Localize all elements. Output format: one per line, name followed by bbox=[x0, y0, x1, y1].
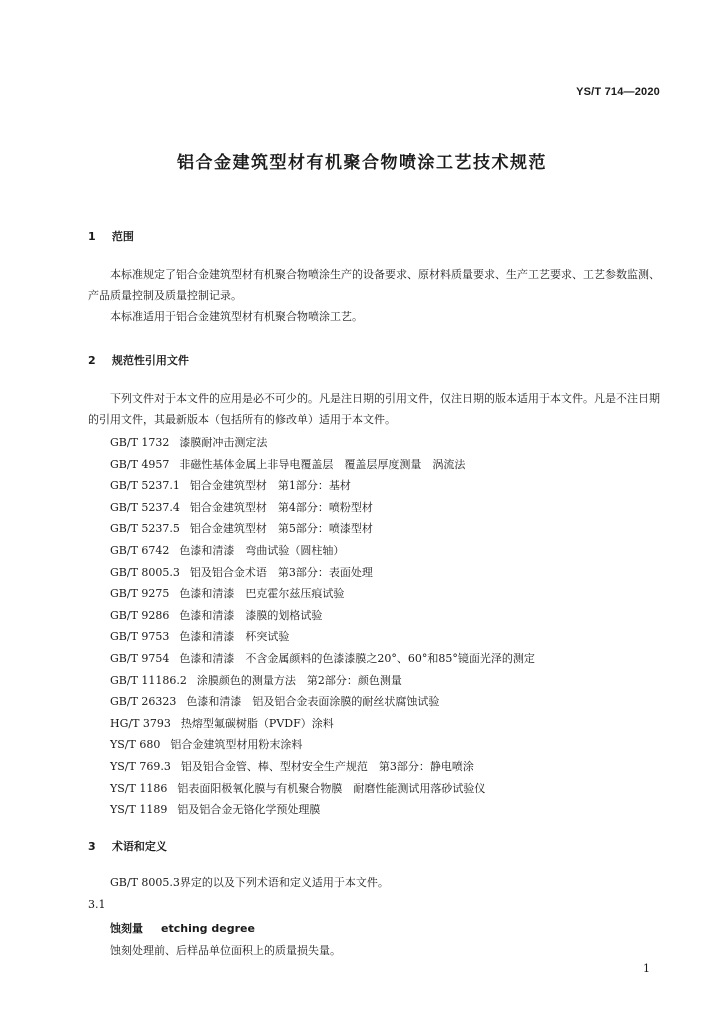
section-1-heading bbox=[88, 228, 134, 244]
section-3-intro: GB/T 8005.3界定的以及下列术语和定义适用于本文件。 bbox=[110, 876, 389, 889]
reference-name: 色漆和清漆 弯曲试验（圆柱轴） bbox=[179, 543, 345, 557]
reference-item bbox=[110, 432, 535, 454]
reference-code: HG/T 3793 bbox=[110, 716, 171, 730]
section-1-paragraph-2: 本标准适用于铝合金建筑型材有机聚合物喷涂工艺。 bbox=[110, 310, 363, 323]
reference-name: 漆膜耐冲击测定法 bbox=[179, 436, 268, 449]
section-number: 3 bbox=[88, 840, 96, 853]
section-title: 规范性引用文件 bbox=[111, 354, 189, 367]
standard-code: YS/T 714—2020 bbox=[576, 86, 660, 98]
section-title: 范围 bbox=[111, 230, 134, 243]
term-number: 3.1 bbox=[88, 898, 106, 911]
reference-code: GB/T 9754 bbox=[110, 651, 170, 665]
section-2-intro: 下列文件对于本文件的应用是必不可少的。凡是注日期的引用文件，仅注日期的版本适用于本文件。凡是不注日期的引用文件，其最新版本（包括所有的修改单）适用于本文件。 bbox=[88, 392, 660, 426]
reference-code: GB/T 4957 bbox=[110, 457, 170, 471]
reference-item bbox=[110, 562, 535, 584]
section-2-heading bbox=[88, 352, 189, 368]
reference-code: YS/T 1186 bbox=[110, 781, 168, 795]
reference-name: 色漆和清漆 杯突试验 bbox=[179, 630, 290, 644]
reference-name: 铝及铝合金术语 第3部分：表面处理 bbox=[189, 565, 373, 579]
document-title: 铝合金建筑型材有机聚合物喷涂工艺技术规范 bbox=[177, 153, 547, 173]
term-name bbox=[110, 920, 255, 936]
section-number: 2 bbox=[88, 354, 96, 367]
section-3-heading bbox=[88, 838, 167, 854]
reference-name: 铝及铝合金管、棒、型材安全生产规范 第3部分：静电喷涂 bbox=[180, 759, 474, 773]
reference-code: GB/T 11186.2 bbox=[110, 673, 187, 687]
term-definition: 蚀刻处理前、后样品单位面积上的质量损失量。 bbox=[110, 944, 341, 957]
page-number: 1 bbox=[643, 962, 650, 975]
normative-reference-list bbox=[110, 432, 535, 821]
reference-code: GB/T 9753 bbox=[110, 630, 170, 644]
section-1-paragraph-1: 本标准规定了铝合金建筑型材有机聚合物喷涂生产的设备要求、原材料质量要求、生产工艺要求、工艺参数监测、产品质量控制及质量控制记录。 bbox=[88, 268, 660, 302]
reference-name: 非磁性基体金属上非导电覆盖层 覆盖层厚度测量 涡流法 bbox=[179, 457, 466, 471]
reference-code: YS/T 1189 bbox=[110, 803, 168, 817]
term-name-en: etching degree bbox=[161, 922, 255, 935]
reference-item bbox=[110, 799, 535, 821]
section-title: 术语和定义 bbox=[111, 840, 167, 853]
reference-name: 铝表面阳极氧化膜与有机聚合物膜 耐磨性能测试用落砂试验仪 bbox=[177, 781, 486, 795]
reference-code: YS/T 680 bbox=[110, 738, 161, 752]
reference-code: GB/T 1732 bbox=[110, 436, 170, 449]
reference-item bbox=[110, 778, 535, 800]
reference-item bbox=[110, 734, 535, 756]
reference-item bbox=[110, 648, 535, 670]
reference-name: 铝及铝合金无铬化学预处理膜 bbox=[177, 803, 321, 817]
reference-item bbox=[110, 583, 535, 605]
reference-item bbox=[110, 518, 535, 540]
section-number: 1 bbox=[88, 230, 96, 243]
reference-item bbox=[110, 475, 535, 497]
reference-code: GB/T 8005.3 bbox=[110, 565, 180, 579]
reference-item bbox=[110, 605, 535, 627]
reference-name: 色漆和清漆 巴克霍尔兹压痕试验 bbox=[179, 587, 345, 601]
reference-code: GB/T 5237.4 bbox=[110, 500, 180, 514]
reference-name: 铝合金建筑型材 第4部分：喷粉型材 bbox=[189, 500, 373, 514]
reference-code: GB/T 5237.5 bbox=[110, 522, 180, 536]
reference-name: 涂膜颜色的测量方法 第2部分：颜色测量 bbox=[196, 673, 402, 687]
term-name-cn: 蚀刻量 bbox=[110, 922, 143, 935]
reference-item bbox=[110, 713, 535, 735]
reference-code: YS/T 769.3 bbox=[110, 759, 171, 773]
reference-code: GB/T 5237.1 bbox=[110, 479, 180, 493]
reference-name: 色漆和清漆 漆膜的划格试验 bbox=[179, 608, 323, 622]
reference-item bbox=[110, 497, 535, 519]
reference-code: GB/T 9286 bbox=[110, 608, 170, 622]
reference-code: GB/T 9275 bbox=[110, 587, 170, 601]
reference-name: 铝合金建筑型材 第5部分：喷漆型材 bbox=[189, 522, 373, 536]
reference-name: 铝合金建筑型材 第1部分：基材 bbox=[189, 479, 351, 493]
reference-item bbox=[110, 454, 535, 476]
reference-item bbox=[110, 756, 535, 778]
reference-item bbox=[110, 670, 535, 692]
reference-code: GB/T 26323 bbox=[110, 695, 177, 709]
reference-name: 铝合金建筑型材用粉末涂料 bbox=[170, 738, 303, 752]
reference-item bbox=[110, 691, 535, 713]
reference-name: 色漆和清漆 不含金属颜料的色漆漆膜之20°、60°和85°镜面光泽的测定 bbox=[179, 651, 535, 665]
reference-item bbox=[110, 626, 535, 648]
reference-item bbox=[110, 540, 535, 562]
reference-name: 色漆和清漆 铝及铝合金表面涂膜的耐丝状腐蚀试验 bbox=[186, 695, 440, 709]
reference-code: GB/T 6742 bbox=[110, 543, 170, 557]
reference-name: 热熔型氟碳树脂（PVDF）涂料 bbox=[180, 716, 334, 730]
